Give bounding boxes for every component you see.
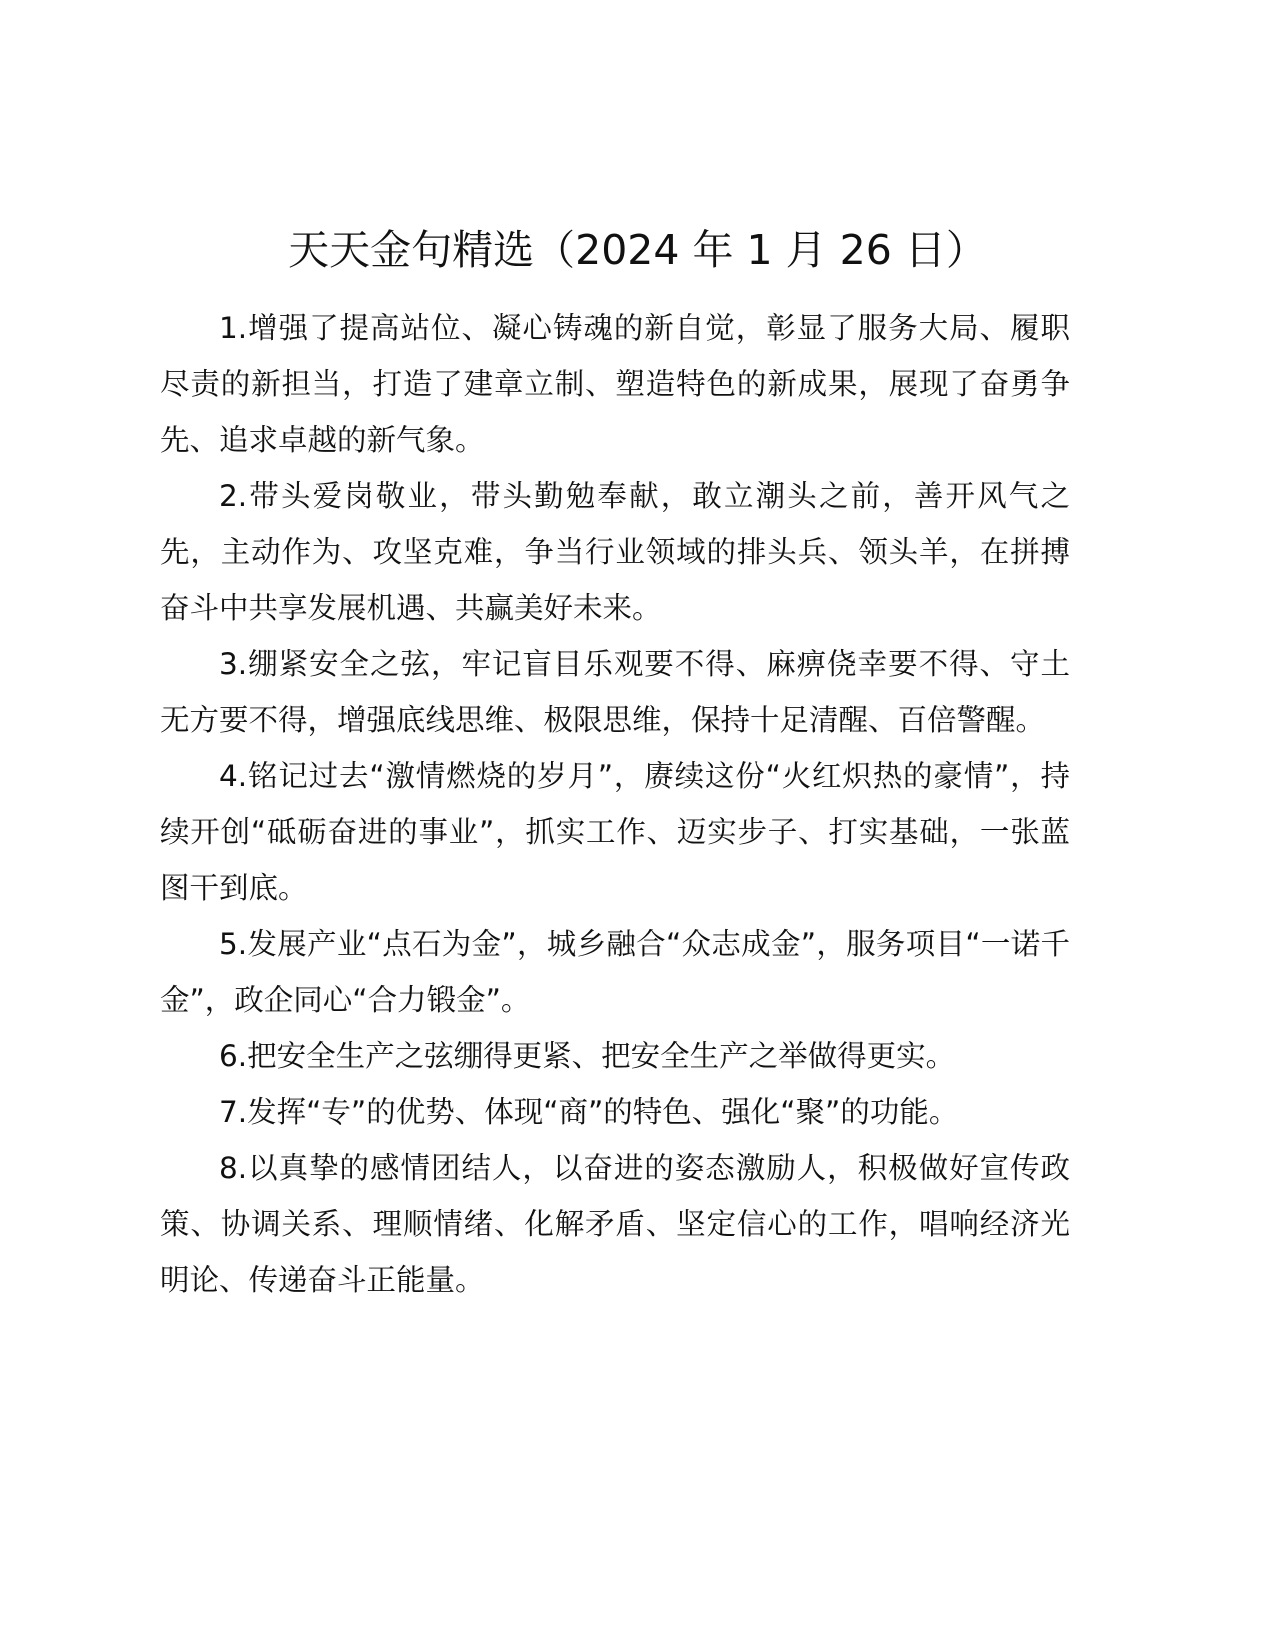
paragraph-6: 6.把安全生产之弦绷得更紧、把安全生产之举做得更实。 xyxy=(219,1039,956,1073)
paragraph-4: 4.铭记过去“激情燃烧的岁月”，赓续这份“火红炽热的豪情”，持续开创“砥砺奋进的事业”，抓实工作、迈实步子、打实基础，一张蓝图干到底。 xyxy=(160,759,1070,905)
document-title: 天天金句精选（2024 年 1 月 26 日） xyxy=(288,226,987,274)
document-body xyxy=(160,300,1070,1308)
paragraph-2: 2.带头爱岗敬业，带头勤勉奉献，敢立潮头之前，善开风气之先，主动作为、攻坚克难，争当行业领域的排头兵、领头羊，在拼搏奋斗中共享发展机遇、共赢美好未来。 xyxy=(160,479,1070,625)
paragraph-1: 1.增强了提高站位、凝心铸魂的新自觉，彰显了服务大局、履职尽责的新担当，打造了建章立制、塑造特色的新成果，展现了奋勇争先、追求卓越的新气象。 xyxy=(160,311,1070,457)
paragraph-5: 5.发展产业“点石为金”，城乡融合“众志成金”，服务项目“一诺千金”，政企同心“合力锻金”。 xyxy=(160,927,1070,1017)
paragraph-7: 7.发挥“专”的优势、体现“商”的特色、强化“聚”的功能。 xyxy=(219,1095,959,1129)
paragraph-3: 3.绷紧安全之弦，牢记盲目乐观要不得、麻痹侥幸要不得、守土无方要不得，增强底线思维、极限思维，保持十足清醒、百倍警醒。 xyxy=(160,647,1070,737)
paragraph-8: 8.以真挚的感情团结人，以奋进的姿态激励人，积极做好宣传政策、协调关系、理顺情绪、化解矛盾、坚定信心的工作，唱响经济光明论、传递奋斗正能量。 xyxy=(160,1151,1070,1297)
